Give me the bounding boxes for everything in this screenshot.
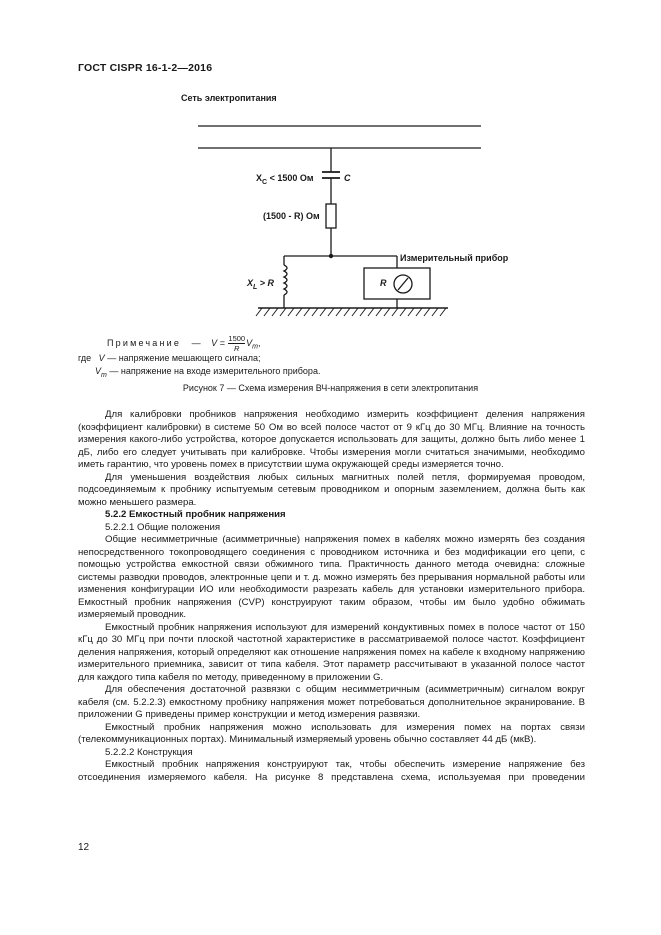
r-label: R xyxy=(380,278,387,288)
paragraph: Общие несимметричные (асимметричные) напряжения помех в кабелях можно измерять без создания непосредственного токопроводящего соединения с проводником источника и без модификации его цепи, с помощью устройства емкостной связи обжимного типа. Практичность данного метода очевидна: сложные системы разводки проводов, электронные цепи и т. д. можно измерять без прерывания нормальной работы или изменения конфигурации ИО или необходимости разрезать кабель для установки измерительного прибора. Емкостный пробник напряжения (CVP) конструируют таким образом, чтобы им было удобно обжимать измеряемый проводник. xyxy=(78,534,585,620)
junction-dot xyxy=(329,254,333,258)
subsection-heading-5-2-2-1: 5.2.2.1 Общие положения xyxy=(105,521,221,533)
capacitor-label: C xyxy=(344,173,351,183)
paragraph: Емкостный пробник напряжения используют для измерений кондуктивных помех в полосе частот от 150 кГц до 30 МГц при почти плоской частотной характеристике в рассматриваемой полосе частот. Коэффициент деления напряжения, который определяют как отношение напряжения помех на кабеле к входному напряжению измерительного приемника, зависит от типа кабеля. Этот параметр рассчитывают в указанной полосе частот для каждого типа кабеля по методу, приведенному в приложении G. xyxy=(78,621,585,683)
paragraph: Для калибровки пробников напряжения необходимо измерить коэффициент деления напряжения (коэффициент калибровки) в системе 50 Ом во всей полосе частот от 9 кГц до 30 МГц. Влияние на точность измерения какого-либо устройства, которое допускается использовать для защиты, должно быть либо менее 1 дБ, либо его следует учитывать при калибровке. Чтобы измерения могли считаться значимыми, необходимо иметь гарантию, что уровень помех в присутствии шума окружающей среды измеряется точно. xyxy=(78,409,585,470)
body-text xyxy=(78,409,585,784)
paragraph: Для обеспечения достаточной развязки с общим несимметричным (асимметричным) сигналом вокруг кабеля (см. 5.2.2.3) емкостному пробнику напряжения может потребоваться дополнительное экранирование. В приложении G приведены пример конструкции и метод измерения развязки. xyxy=(78,684,585,720)
section-heading-5-2-2: 5.2.2 Емкостный пробник напряжения xyxy=(105,509,286,520)
note-line: Примечание — V = $\frac{1500}{R}$ $V_m$, xyxy=(107,334,261,353)
mains-label: Сеть электропитания xyxy=(181,93,277,103)
note-label: Примечание xyxy=(107,337,182,348)
paragraph: Емкостный пробник напряжения конструируют так, чтобы обеспечить измерение напряжение без отсоединения измеряемого кабеля. На рисунке 8 представлена схема, используемая при проведении xyxy=(78,759,585,783)
measuring-instrument-box xyxy=(364,268,430,299)
ground-hatching xyxy=(256,308,446,316)
xc-label: $X_C < 1500$ Ом xyxy=(256,173,314,186)
formula-fraction: $\frac{1500}{R}$ xyxy=(228,334,246,353)
paragraph: Для уменьшения воздействия любых сильных магнитных полей петля, формируемая проводом, подсоединяемым к пробнику испытуемым сетевым проводником и опорным заземлением, должна быть как можно меньшего размера. xyxy=(78,471,585,508)
note-where-vm: $V_m$ — напряжение на входе измерительного прибора. xyxy=(95,366,321,379)
page-number: 12 xyxy=(78,842,90,853)
note-where-v: где V — напряжение мешающего сигнала; xyxy=(78,353,261,363)
figure-7-schematic xyxy=(0,0,661,380)
xl-label: $X_L > R$ xyxy=(247,278,275,291)
document-code-header: ГОСТ CISPR 16-1-2—2016 xyxy=(78,62,213,74)
figure-caption: Рисунок 7 — Схема измерения ВЧ-напряжения в сети электропитания xyxy=(182,383,479,393)
instrument-label: Измерительный прибор xyxy=(400,253,509,263)
resistor-label: (1500 - R) Ом xyxy=(263,211,320,221)
paragraph: Емкостный пробник напряжения можно использовать для измерения помех на портах связи (телекоммуникационных портах). Минимальный измеряемый уровень обычно составляет 44 дБ (мкВ). xyxy=(78,721,585,745)
resistor-body xyxy=(326,204,336,228)
subsection-heading-5-2-2-2: 5.2.2.2 Конструкция xyxy=(105,746,193,758)
inductor-coil xyxy=(284,265,287,295)
